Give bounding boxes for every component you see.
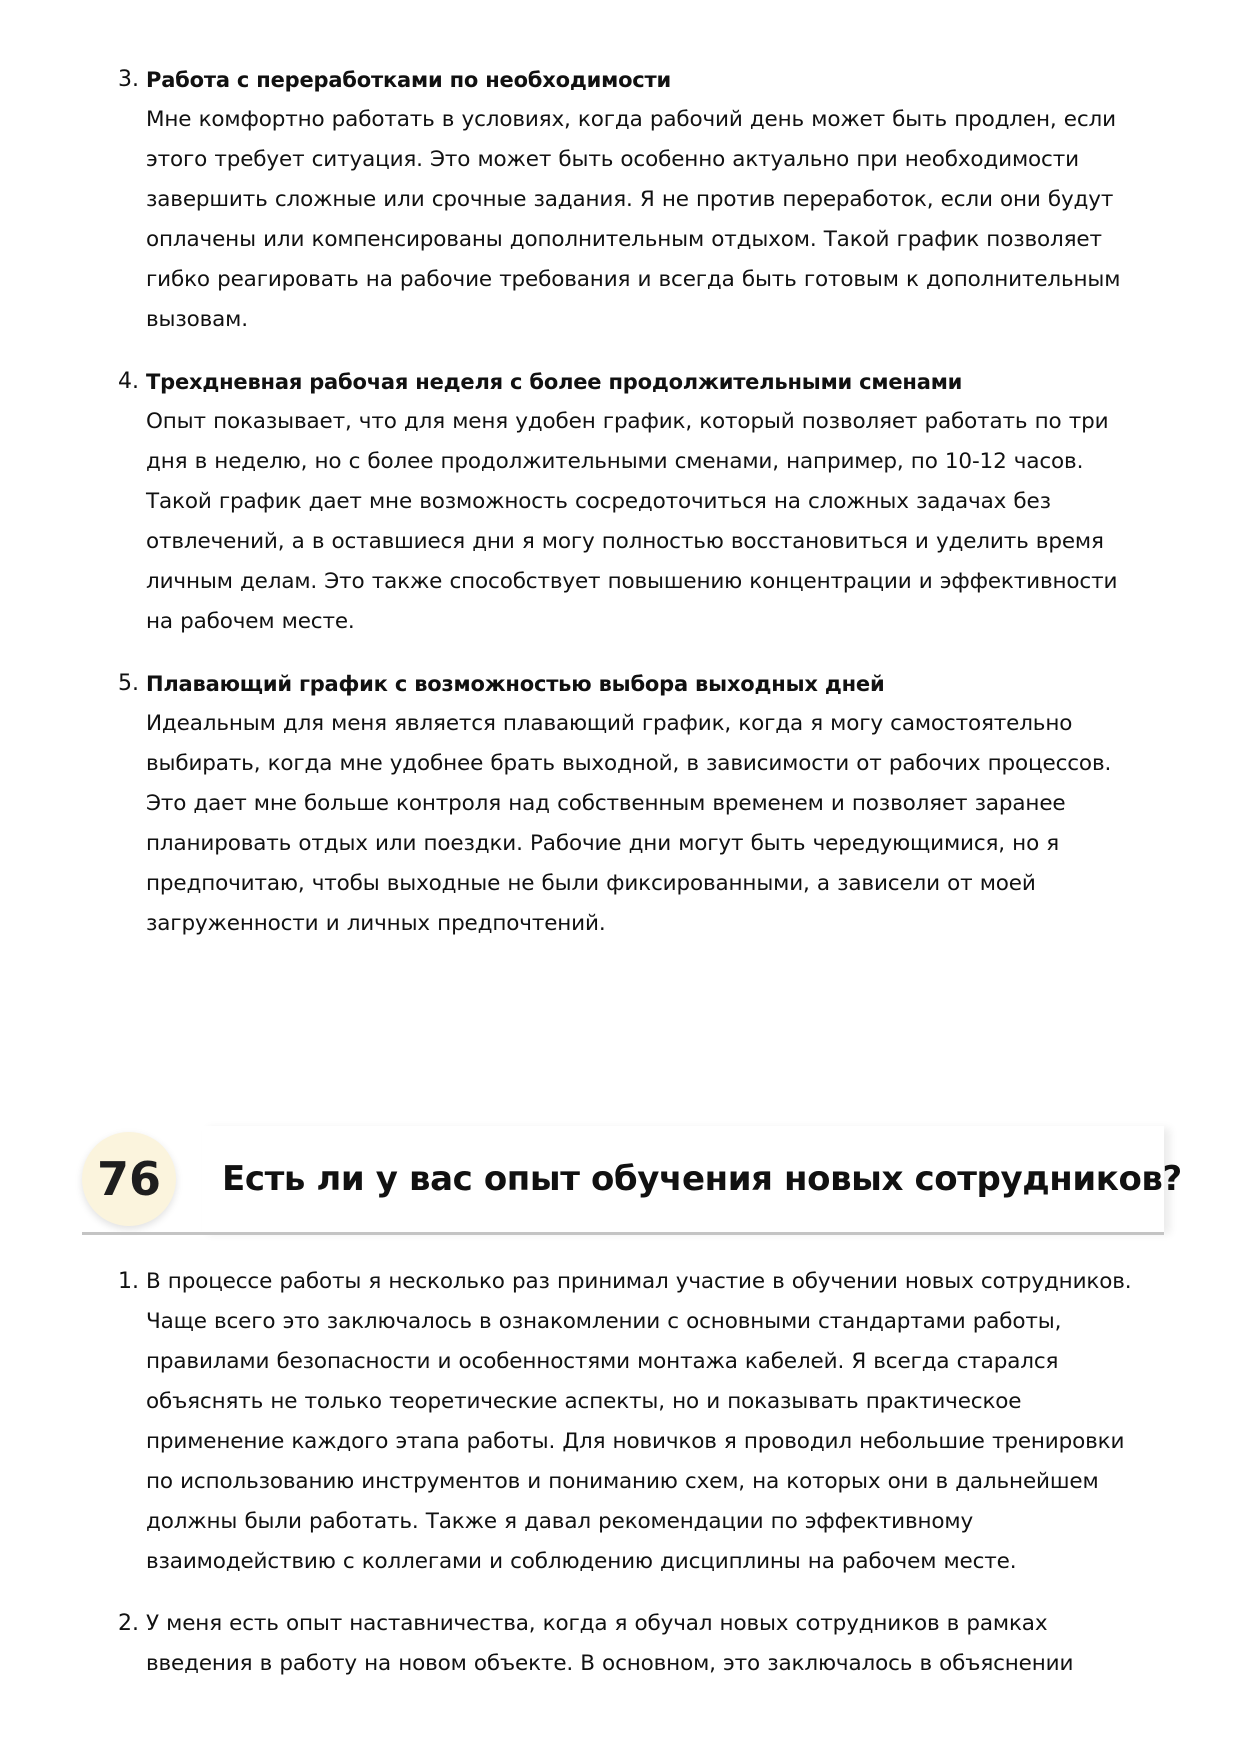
text-line: отвлечений, а в оставшиеся дни я могу полностью восстановиться и уделить время <box>146 529 1104 554</box>
text-line: этого требует ситуация. Это может быть особенно актуально при необходимости <box>146 147 1079 172</box>
list-item-text <box>146 1604 1179 1684</box>
text-line: Мне комфортно работать в условиях, когда рабочий день может быть продлен, если <box>146 107 1116 132</box>
list-item-number: 5. <box>118 671 139 696</box>
text-line: Идеальным для меня является плавающий график, когда я могу самостоятельно <box>146 711 1073 736</box>
section-divider <box>82 1232 1164 1235</box>
question-title: Есть ли у вас опыт обучения новых сотрудников? <box>222 1159 1182 1199</box>
list-item-number: 3. <box>118 67 139 92</box>
text-line: личным делам. Это также способствует повышению концентрации и эффективности <box>146 569 1118 594</box>
list-item <box>0 60 1239 340</box>
text-line: применение каждого этапа работы. Для новичков я проводил небольшие тренировки <box>146 1429 1125 1454</box>
text-line: правилами безопасности и особенностями монтажа кабелей. Я всегда старался <box>146 1349 1059 1374</box>
list-item <box>0 1262 1239 1582</box>
list-item <box>0 664 1239 944</box>
list-item-title: Трехдневная рабочая неделя с более продолжительными сменами <box>146 370 963 394</box>
answers-list <box>0 1262 1239 1684</box>
text-line: взаимодействию с коллегами и соблюдению дисциплины на рабочем месте. <box>146 1549 1017 1574</box>
text-line: на рабочем месте. <box>146 609 355 634</box>
text-line: дня в неделю, но с более продолжительными сменами, например, по 10-12 часов. <box>146 449 1084 474</box>
text-line: выбирать, когда мне удобнее брать выходной, в зависимости от рабочих процессов. <box>146 751 1112 776</box>
text-line: В процессе работы я несколько раз принимал участие в обучении новых сотрудников. <box>146 1269 1132 1294</box>
text-line: Такой график дает мне возможность сосредоточиться на сложных задачах без <box>146 489 1051 514</box>
text-line: по использованию инструментов и пониманию схем, на которых они в дальнейшем <box>146 1469 1099 1494</box>
text-line: объяснять не только теоретические аспекты, но и показывать практическое <box>146 1389 1022 1414</box>
text-line: Чаще всего это заключалось в ознакомлении с основными стандартами работы, <box>146 1309 1062 1334</box>
list-item <box>0 362 1239 642</box>
list-item-number: 4. <box>118 369 139 394</box>
text-line: Это дает мне больше контроля над собственным временем и позволяет заранее <box>146 791 1066 816</box>
text-line: У меня есть опыт наставничества, когда я обучал новых сотрудников в рамках <box>146 1611 1048 1636</box>
text-line: гибко реагировать на рабочие требования и всегда быть готовым к дополнительным <box>146 267 1121 292</box>
text-line: загруженности и личных предпочтений. <box>146 911 606 936</box>
list-item-text <box>146 1262 1179 1582</box>
text-line: вызовам. <box>146 307 248 332</box>
text-line: должны были работать. Также я давал рекомендации по эффективному <box>146 1509 974 1534</box>
list-item <box>0 1604 1239 1684</box>
text-line: планировать отдых или поездки. Рабочие дни могут быть чередующимися, но я <box>146 831 1060 856</box>
text-line: предпочитаю, чтобы выходные не были фиксированными, а зависели от моей <box>146 871 1036 896</box>
list-item-number: 2. <box>118 1611 139 1636</box>
text-line: Опыт показывает, что для меня удобен график, который позволяет работать по три <box>146 409 1109 434</box>
question-header <box>82 1126 1182 1232</box>
text-line: завершить сложные или срочные задания. Я не против переработок, если они будут <box>146 187 1114 212</box>
text-line: оплачены или компенсированы дополнительным отдыхом. Такой график позволяет <box>146 227 1102 252</box>
list-item-number: 1. <box>118 1269 139 1294</box>
list-item-text <box>146 704 1179 944</box>
list-item-title: Работа с переработками по необходимости <box>146 68 672 92</box>
list-item-text <box>146 100 1179 340</box>
list-item-text <box>146 402 1179 642</box>
schedule-list <box>0 60 1239 944</box>
text-line: введения в работу на новом объекте. В основном, это заключалось в объяснении <box>146 1651 1074 1676</box>
list-item-title: Плавающий график с возможностью выбора выходных дней <box>146 672 885 696</box>
question-number-badge: 76 <box>82 1132 176 1226</box>
